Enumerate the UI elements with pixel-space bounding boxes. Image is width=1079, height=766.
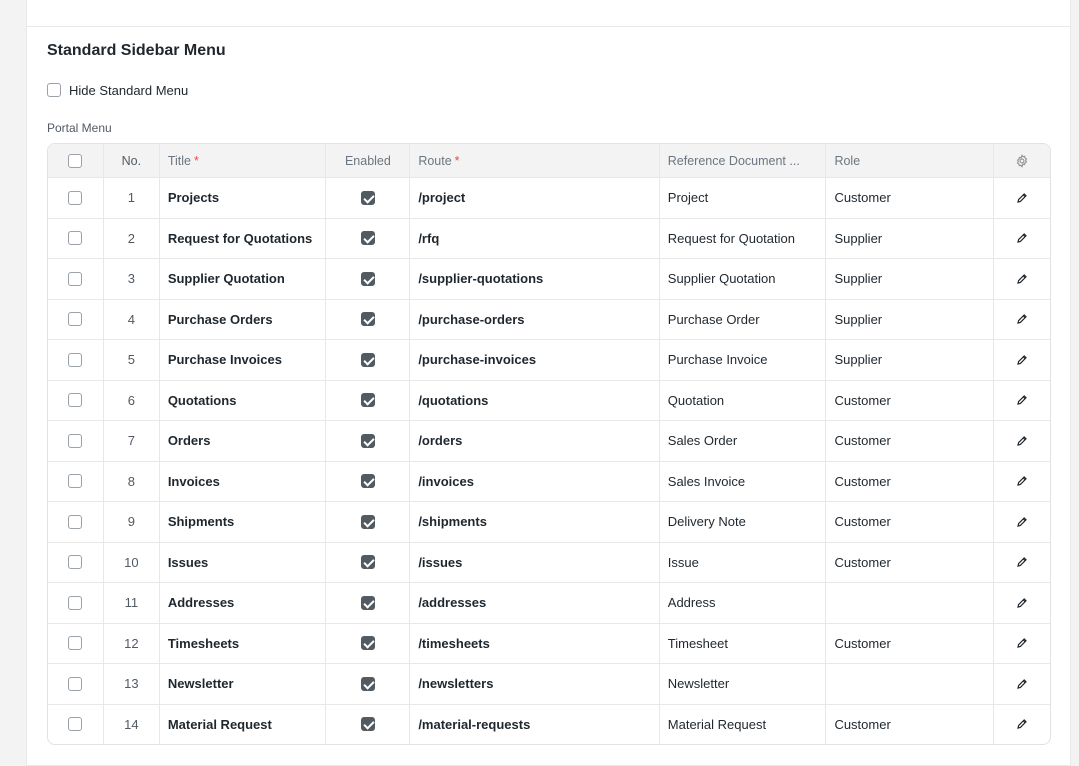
row-role[interactable]: Customer (825, 421, 993, 461)
row-edit-button[interactable] (993, 381, 1050, 421)
row-reference-doctype[interactable]: Material Request (659, 705, 826, 745)
row-title[interactable]: Purchase Orders (159, 300, 326, 340)
row-role[interactable] (825, 664, 993, 704)
table-row[interactable] (48, 582, 1050, 623)
row-route[interactable]: /purchase-invoices (409, 340, 658, 380)
previous-section-card (26, 0, 1071, 27)
row-enabled-checkbox[interactable] (361, 434, 375, 448)
row-number: 12 (103, 624, 159, 664)
select-all-checkbox[interactable] (68, 154, 82, 168)
row-enabled-cell[interactable] (325, 583, 409, 623)
table-row[interactable] (48, 380, 1050, 421)
row-route[interactable]: /supplier-quotations (409, 259, 658, 299)
row-select-checkbox[interactable] (68, 515, 82, 529)
row-title[interactable]: Addresses (159, 583, 326, 623)
row-title[interactable]: Timesheets (159, 624, 326, 664)
required-mark: * (193, 153, 199, 168)
row-enabled-checkbox[interactable] (361, 312, 375, 326)
row-route[interactable]: /material-requests (409, 705, 658, 745)
row-enabled-cell[interactable] (325, 340, 409, 380)
row-enabled-checkbox[interactable] (361, 636, 375, 650)
table-header-row (48, 144, 1050, 177)
row-title[interactable]: Issues (159, 543, 326, 583)
row-edit-button[interactable] (993, 259, 1050, 299)
row-edit-button[interactable] (993, 340, 1050, 380)
row-select-checkbox[interactable] (68, 191, 82, 205)
row-edit-button[interactable] (993, 583, 1050, 623)
header-reference-doctype[interactable]: Reference Document ... (659, 144, 826, 177)
row-enabled-cell[interactable] (325, 381, 409, 421)
row-edit-button[interactable] (993, 705, 1050, 745)
row-edit-button[interactable] (993, 300, 1050, 340)
gear-icon (1015, 154, 1029, 168)
pencil-icon (1016, 192, 1028, 204)
pencil-icon (1016, 475, 1028, 487)
row-title[interactable]: Request for Quotations (159, 219, 326, 259)
row-role[interactable] (825, 583, 993, 623)
row-number: 2 (103, 219, 159, 259)
row-title[interactable]: Shipments (159, 502, 326, 542)
row-select-cell (48, 543, 103, 583)
row-reference-doctype[interactable]: Timesheet (659, 624, 826, 664)
header-route[interactable] (409, 144, 658, 177)
row-select-cell (48, 664, 103, 704)
row-enabled-checkbox[interactable] (361, 353, 375, 367)
pencil-icon (1016, 597, 1028, 609)
row-reference-doctype[interactable]: Sales Order (659, 421, 826, 461)
row-number: 14 (103, 705, 159, 745)
row-route[interactable]: /orders (409, 421, 658, 461)
row-enabled-cell[interactable] (325, 502, 409, 542)
row-enabled-cell[interactable] (325, 219, 409, 259)
section-title: Standard Sidebar Menu (47, 42, 226, 59)
pencil-icon (1016, 273, 1028, 285)
row-edit-button[interactable] (993, 624, 1050, 664)
row-enabled-checkbox[interactable] (361, 191, 375, 205)
row-title[interactable]: Orders (159, 421, 326, 461)
row-select-cell (48, 259, 103, 299)
row-enabled-cell[interactable] (325, 178, 409, 218)
row-select-checkbox[interactable] (68, 312, 82, 326)
row-edit-button[interactable] (993, 664, 1050, 704)
header-title-label: Title (167, 153, 191, 168)
standard-sidebar-menu-section (26, 26, 1071, 766)
row-edit-button[interactable] (993, 178, 1050, 218)
table-row[interactable] (48, 623, 1050, 664)
row-enabled-cell[interactable] (325, 664, 409, 704)
row-enabled-cell[interactable] (325, 543, 409, 583)
pencil-icon (1016, 435, 1028, 447)
row-enabled-cell[interactable] (325, 421, 409, 461)
row-route[interactable]: /newsletters (409, 664, 658, 704)
row-number: 8 (103, 462, 159, 502)
row-number: 1 (103, 178, 159, 218)
row-number: 10 (103, 543, 159, 583)
row-enabled-checkbox[interactable] (361, 393, 375, 407)
pencil-icon (1016, 516, 1028, 528)
row-enabled-checkbox[interactable] (361, 555, 375, 569)
row-role[interactable]: Customer (825, 705, 993, 745)
row-title[interactable]: Projects (159, 178, 326, 218)
row-enabled-cell[interactable] (325, 705, 409, 745)
row-select-checkbox[interactable] (68, 474, 82, 488)
row-select-checkbox[interactable] (68, 596, 82, 610)
row-select-cell (48, 178, 103, 218)
row-select-checkbox[interactable] (68, 231, 82, 245)
row-reference-doctype[interactable]: Issue (659, 543, 826, 583)
row-select-cell (48, 462, 103, 502)
row-reference-doctype[interactable]: Project (659, 178, 826, 218)
row-number: 5 (103, 340, 159, 380)
table-row[interactable] (48, 663, 1050, 704)
pencil-icon (1016, 718, 1028, 730)
table-row[interactable] (48, 542, 1050, 583)
row-number: 13 (103, 664, 159, 704)
row-route[interactable]: /rfq (409, 219, 658, 259)
row-select-checkbox[interactable] (68, 353, 82, 367)
row-enabled-checkbox[interactable] (361, 272, 375, 286)
portal-menu-label: Portal Menu (47, 121, 112, 135)
row-edit-button[interactable] (993, 219, 1050, 259)
row-role[interactable]: Supplier (825, 259, 993, 299)
pencil-icon (1016, 394, 1028, 406)
row-select-cell (48, 624, 103, 664)
pencil-icon (1016, 556, 1028, 568)
row-enabled-checkbox[interactable] (361, 717, 375, 731)
row-select-checkbox[interactable] (68, 677, 82, 691)
row-route[interactable]: /shipments (409, 502, 658, 542)
row-title[interactable]: Invoices (159, 462, 326, 502)
row-role[interactable]: Customer (825, 543, 993, 583)
pencil-icon (1016, 637, 1028, 649)
row-reference-doctype[interactable]: Newsletter (659, 664, 826, 704)
table-row[interactable] (48, 501, 1050, 542)
row-route[interactable]: /addresses (409, 583, 658, 623)
row-select-cell (48, 705, 103, 745)
row-reference-doctype[interactable]: Address (659, 583, 826, 623)
row-reference-doctype[interactable]: Purchase Order (659, 300, 826, 340)
row-role[interactable]: Customer (825, 178, 993, 218)
row-select-checkbox[interactable] (68, 393, 82, 407)
header-enabled[interactable]: Enabled (325, 144, 409, 177)
row-title[interactable]: Newsletter (159, 664, 326, 704)
row-number: 7 (103, 421, 159, 461)
row-number: 3 (103, 259, 159, 299)
row-select-cell (48, 583, 103, 623)
row-number: 11 (103, 583, 159, 623)
row-number: 4 (103, 300, 159, 340)
hide-standard-menu-checkbox[interactable] (47, 83, 61, 97)
select-all-cell (48, 144, 103, 177)
row-select-cell (48, 219, 103, 259)
row-reference-doctype[interactable]: Delivery Note (659, 502, 826, 542)
row-enabled-cell[interactable] (325, 300, 409, 340)
hide-standard-menu-field[interactable] (47, 81, 188, 99)
column-settings-button[interactable] (993, 144, 1050, 177)
row-enabled-checkbox[interactable] (361, 677, 375, 691)
row-role[interactable]: Supplier (825, 300, 993, 340)
pencil-icon (1016, 354, 1028, 366)
row-number: 9 (103, 502, 159, 542)
row-enabled-checkbox[interactable] (361, 596, 375, 610)
hide-standard-menu-label: Hide Standard Menu (69, 82, 189, 98)
row-select-cell (48, 381, 103, 421)
row-role[interactable]: Supplier (825, 340, 993, 380)
header-title[interactable] (159, 144, 326, 177)
table-row[interactable] (48, 704, 1050, 745)
row-route[interactable]: /timesheets (409, 624, 658, 664)
row-select-cell (48, 340, 103, 380)
row-title[interactable]: Material Request (159, 705, 326, 745)
row-enabled-cell[interactable] (325, 462, 409, 502)
row-role[interactable]: Customer (825, 502, 993, 542)
row-reference-doctype[interactable]: Sales Invoice (659, 462, 826, 502)
row-role[interactable]: Customer (825, 624, 993, 664)
row-role[interactable]: Customer (825, 381, 993, 421)
row-reference-doctype[interactable]: Quotation (659, 381, 826, 421)
row-select-cell (48, 300, 103, 340)
row-route[interactable]: /issues (409, 543, 658, 583)
portal-menu-table (47, 143, 1051, 745)
row-reference-doctype[interactable]: Supplier Quotation (659, 259, 826, 299)
row-edit-button[interactable] (993, 421, 1050, 461)
row-title[interactable]: Quotations (159, 381, 326, 421)
table-row[interactable] (48, 420, 1050, 461)
row-route[interactable]: /invoices (409, 462, 658, 502)
header-route-label: Route (418, 153, 452, 168)
row-title[interactable]: Supplier Quotation (159, 259, 326, 299)
table-row[interactable] (48, 258, 1050, 299)
table-row[interactable] (48, 339, 1050, 380)
row-route[interactable]: /project (409, 178, 658, 218)
row-reference-doctype[interactable]: Purchase Invoice (659, 340, 826, 380)
row-select-cell (48, 502, 103, 542)
row-edit-button[interactable] (993, 502, 1050, 542)
table-row[interactable] (48, 218, 1050, 259)
row-select-checkbox[interactable] (68, 717, 82, 731)
header-role[interactable]: Role (825, 144, 993, 177)
row-reference-doctype[interactable]: Request for Quotation (659, 219, 826, 259)
table-row[interactable] (48, 177, 1050, 218)
row-enabled-cell[interactable] (325, 624, 409, 664)
row-edit-button[interactable] (993, 543, 1050, 583)
row-number: 6 (103, 381, 159, 421)
table-row[interactable] (48, 461, 1050, 502)
row-enabled-cell[interactable] (325, 259, 409, 299)
row-enabled-checkbox[interactable] (361, 474, 375, 488)
row-enabled-checkbox[interactable] (361, 231, 375, 245)
row-edit-button[interactable] (993, 462, 1050, 502)
row-select-checkbox[interactable] (68, 636, 82, 650)
row-role[interactable]: Customer (825, 462, 993, 502)
row-route[interactable]: /purchase-orders (409, 300, 658, 340)
required-mark: * (454, 153, 460, 168)
row-select-cell (48, 421, 103, 461)
row-select-checkbox[interactable] (68, 434, 82, 448)
pencil-icon (1016, 678, 1028, 690)
row-title[interactable]: Purchase Invoices (159, 340, 326, 380)
header-no: No. (103, 144, 159, 177)
row-select-checkbox[interactable] (68, 272, 82, 286)
row-select-checkbox[interactable] (68, 555, 82, 569)
pencil-icon (1016, 313, 1028, 325)
row-role[interactable]: Supplier (825, 219, 993, 259)
pencil-icon (1016, 232, 1028, 244)
row-enabled-checkbox[interactable] (361, 515, 375, 529)
table-row[interactable] (48, 299, 1050, 340)
row-route[interactable]: /quotations (409, 381, 658, 421)
